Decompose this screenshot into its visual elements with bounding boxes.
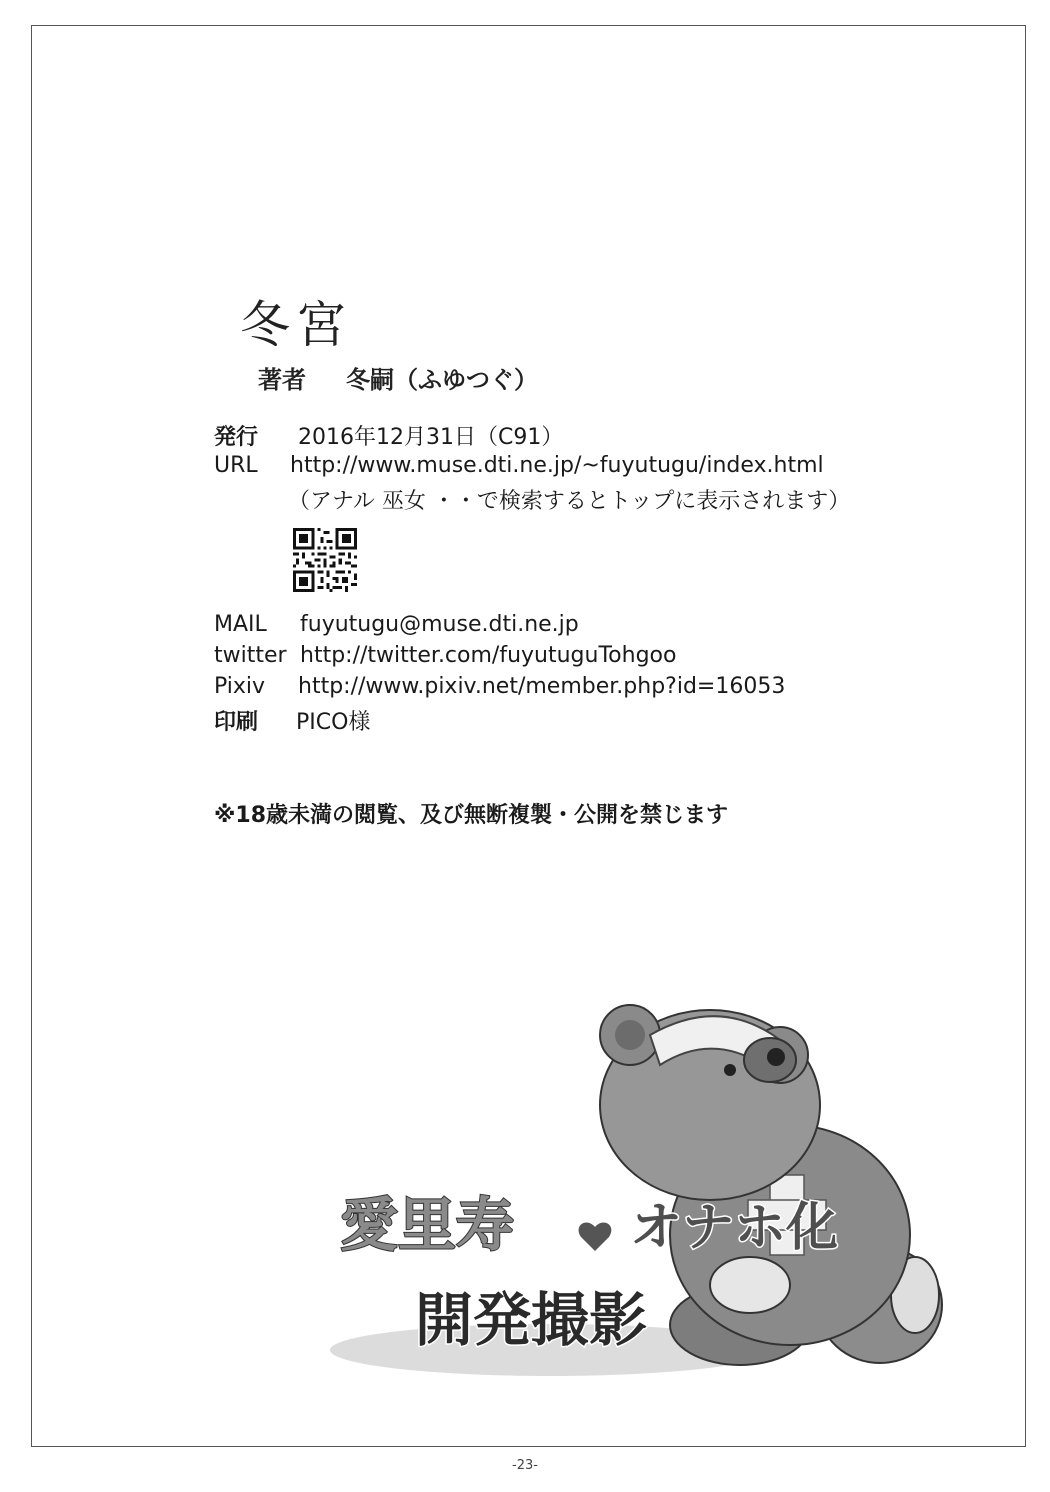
- twitter-link[interactable]: http://twitter.com/fuyutuguTohgoo: [300, 643, 677, 668]
- qr-code-icon: [293, 528, 357, 592]
- page-number: -23-: [512, 1458, 538, 1473]
- twitter-label: twitter: [214, 643, 287, 668]
- print-label: 印刷: [214, 710, 259, 735]
- url-note: （アナル 巫女 ・・で検索するとトップに表示されます）: [288, 489, 851, 514]
- published-value: 2016年12月31日（C91）: [298, 425, 564, 450]
- url-label: URL: [214, 453, 258, 478]
- author-label: 著者: [258, 366, 306, 394]
- published-label: 発行: [214, 425, 259, 450]
- title-line1-b: オナホ化: [630, 1198, 839, 1258]
- circle-name: 冬宮: [240, 296, 352, 354]
- title-line2: 開発撮影: [415, 1286, 648, 1354]
- url-link[interactable]: http://www.muse.dti.ne.jp/~fuyutugu/index.html: [290, 453, 824, 478]
- bandaged-teddy-bear-illustration: [320, 995, 960, 1395]
- cover-illustration: [320, 995, 960, 1395]
- author-name: 冬嗣（ふゆつぐ）: [346, 366, 538, 394]
- mail-link[interactable]: fuyutugu@muse.dti.ne.jp: [300, 612, 579, 637]
- mail-label: MAIL: [214, 612, 267, 637]
- pixiv-link[interactable]: http://www.pixiv.net/member.php?id=16053: [298, 674, 786, 699]
- print-value: PICO様: [296, 710, 371, 735]
- author-line: [258, 360, 538, 395]
- title-line1-a: 愛里寿: [340, 1191, 515, 1259]
- age-restriction-notice: ※18歳未満の閲覧、及び無断複製・公開を禁じます: [214, 803, 729, 828]
- pixiv-label: Pixiv: [214, 674, 266, 699]
- heart-icon: [579, 1222, 612, 1251]
